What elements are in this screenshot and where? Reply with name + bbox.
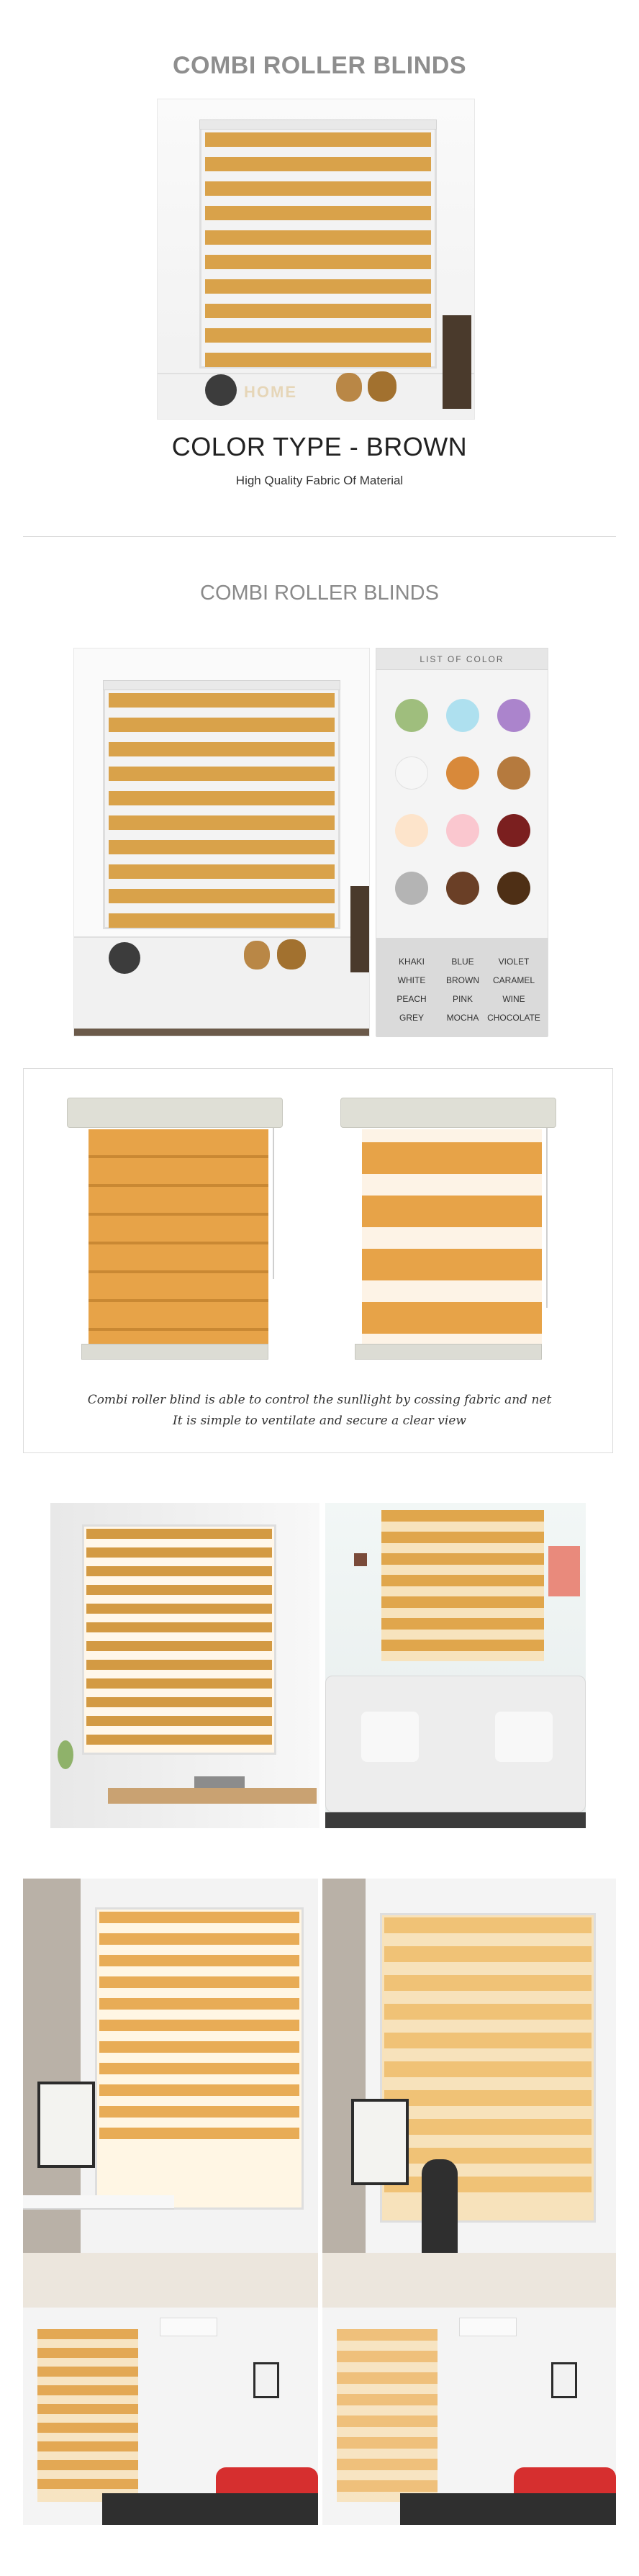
blind-closed-illustration [67, 1098, 297, 1378]
blind-fabric [99, 1912, 299, 2149]
wall-art-decor [548, 1546, 580, 1596]
page-title: COMBI ROLLER BLINDS [172, 52, 467, 79]
picture-frame-decor [351, 2099, 409, 2185]
air-conditioner [459, 2318, 517, 2336]
blind-fabric [86, 1529, 272, 1752]
plant-decor [58, 1740, 73, 1769]
color-name-white: WHITE [397, 975, 426, 985]
bed [102, 2493, 318, 2525]
color-list-panel [376, 648, 548, 1036]
teddy-bear-decor [244, 941, 270, 970]
teddy-bear-decor [368, 371, 396, 402]
swatch-caramel[interactable] [497, 756, 530, 790]
color-names-area [376, 938, 548, 1037]
color-name-wine: WINE [502, 994, 525, 1004]
color-name-violet: VIOLET [498, 957, 530, 967]
floor [322, 2253, 616, 2308]
color-name-mocha: MOCHA [446, 1013, 479, 1023]
swatch-blue[interactable] [446, 699, 479, 732]
swatch-khaki[interactable] [395, 699, 428, 732]
picture-frame-decor [37, 2082, 95, 2168]
floor [23, 2253, 318, 2308]
explanation-line-1: Combi roller blind is able to control the sunllight by cossing fabric and net [87, 1393, 552, 1407]
interior-photo-bright-window [23, 1879, 318, 2308]
color-name-peach: PEACH [396, 994, 427, 1004]
bed [400, 2493, 616, 2525]
blind-cassette [340, 1098, 556, 1128]
explanation-line-2: It is simple to ventilate and secure a clear view [173, 1414, 466, 1428]
swatch-pink[interactable] [446, 814, 479, 847]
laptop [194, 1776, 245, 1788]
swatch-grey[interactable] [395, 872, 428, 905]
color-name-brown: BROWN [446, 975, 479, 985]
swatch-peach[interactable] [395, 814, 428, 847]
wall-art-decor [354, 1553, 367, 1566]
section-title: COMBI ROLLER BLINDS [200, 582, 439, 605]
color-list-header: LIST OF COLOR [376, 648, 548, 670]
blind-fabric [205, 132, 431, 370]
swatch-chocolate[interactable] [497, 872, 530, 905]
picture-frame-decor [253, 2362, 279, 2398]
desk [23, 2195, 174, 2210]
blind-open-illustration [340, 1098, 571, 1378]
vase-decor [109, 942, 140, 974]
interior-photo-bedroom-right [322, 2308, 616, 2525]
blind-roller [103, 680, 340, 690]
interior-photo-sofa [325, 1503, 586, 1828]
floor-strip [74, 1029, 370, 1036]
sofa-cushion [361, 1712, 419, 1762]
blind-fabric [109, 693, 335, 931]
sofa-cushion [495, 1712, 553, 1762]
air-conditioner [160, 2318, 217, 2336]
hero-product-photo [157, 99, 475, 420]
color-section-photo [73, 648, 370, 1036]
blind-bottom-rail [81, 1344, 268, 1360]
color-name-grey: GREY [399, 1013, 424, 1023]
floor [325, 1812, 586, 1828]
home-letters-decor: HOME [244, 383, 297, 401]
blind-fabric [384, 1917, 592, 2213]
color-type-heading: COLOR TYPE - BROWN [171, 432, 468, 461]
picture-frame-decor [350, 886, 370, 972]
swatch-wine[interactable] [497, 814, 530, 847]
teddy-bear-decor [277, 939, 306, 970]
shelf [158, 373, 475, 420]
picture-frame-decor [443, 315, 471, 409]
pull-cord [546, 1128, 548, 1308]
blind-bottom-rail [355, 1344, 542, 1360]
desk [108, 1788, 317, 1804]
color-name-khaki: KHAKI [398, 957, 425, 967]
swatch-mocha[interactable] [446, 872, 479, 905]
interior-photo-full-blind [322, 1879, 616, 2308]
chair [422, 2159, 458, 2267]
section-divider [23, 536, 616, 537]
pull-cord [273, 1128, 274, 1279]
color-name-chocolate: CHOCOLATE [487, 1013, 540, 1023]
color-name-pink: PINK [452, 994, 473, 1004]
swatch-white[interactable] [395, 756, 428, 790]
blind-roller [199, 119, 437, 130]
interior-photo-bedroom-left [23, 2308, 318, 2525]
color-name-blue: BLUE [451, 957, 474, 967]
swatch-brown[interactable] [446, 756, 479, 790]
color-type-subtitle: High Quality Fabric Of Material [235, 474, 404, 487]
picture-frame-decor [551, 2362, 577, 2398]
interior-photo-window-desk [50, 1503, 320, 1828]
color-name-caramel: CARAMEL [492, 975, 535, 985]
teddy-bear-decor [336, 373, 362, 402]
vase-decor [205, 374, 237, 406]
swatch-violet[interactable] [497, 699, 530, 732]
blind-cassette [67, 1098, 283, 1128]
